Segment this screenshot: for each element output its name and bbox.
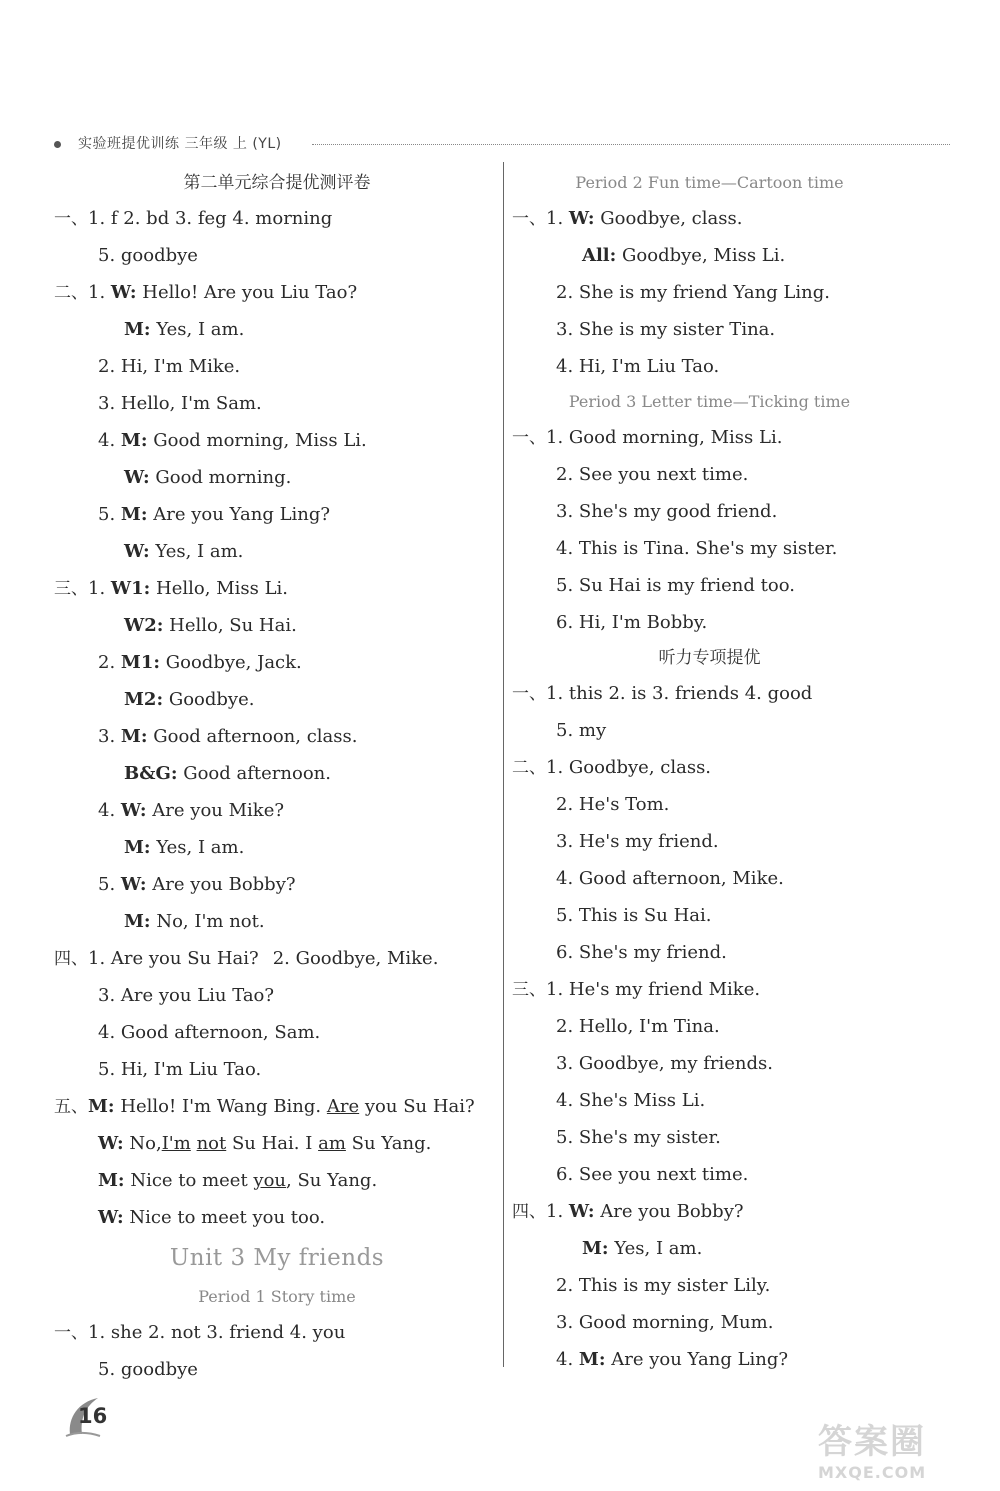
watermark [818, 1414, 988, 1484]
answer-line: 3. She is my sister Tina. [556, 319, 776, 340]
answer-line: 3. She's my good friend. [556, 501, 778, 522]
answer-line: 5. Su Hai is my friend too. [556, 575, 795, 596]
period-title: Period 2 Fun time—Cartoon time [575, 173, 844, 192]
answer-line: 二、1. W: Hello! Are you Liu Tao? [54, 282, 358, 303]
answer-line: 4. M: Good morning, Miss Li. [98, 430, 367, 451]
answer-line: 2. Hi, I'm Mike. [98, 356, 241, 377]
period-title: Period 1 Story time [198, 1287, 356, 1306]
answer-line: 5. M: Are you Yang Ling? [98, 504, 331, 525]
answer-line: 五、M: Hello! I'm Wang Bing. Are you Su Hai? [54, 1096, 475, 1117]
answer-line: W: Good morning. [124, 467, 292, 488]
answer-line: All: Goodbye, Miss Li. [582, 245, 786, 266]
answer-line: 5. She's my sister. [556, 1127, 721, 1148]
period-title: Period 3 Letter time—Ticking time [568, 392, 851, 411]
answer-line: 6. See you next time. [556, 1164, 749, 1185]
answer-line: 3. Hello, I'm Sam. [98, 393, 262, 414]
unit-title: Unit 3 My friends [169, 1245, 385, 1271]
section-title: 第二单元综合提优测评卷 [183, 173, 371, 193]
answer-line: 四、1. W: Are you Bobby? [512, 1201, 744, 1222]
answer-line: M: Nice to meet you, Su Yang. [98, 1170, 378, 1191]
answer-line: 5. goodbye [98, 1359, 198, 1380]
answer-line: 2. She is my friend Yang Ling. [556, 282, 830, 303]
answer-line: 3. Good morning, Mum. [556, 1312, 774, 1333]
answer-line: W: Nice to meet you too. [98, 1207, 326, 1228]
answer-line: 3. M: Good afternoon, class. [98, 726, 358, 747]
answer-line: 一、1. this 2. is 3. friends 4. good [512, 683, 813, 704]
answer-line: 三、1. W1: Hello, Miss Li. [54, 578, 289, 599]
answer-line: 4. This is Tina. She's my sister. [556, 538, 838, 559]
answer-line: 5. Hi, I'm Liu Tao. [98, 1059, 262, 1080]
answer-line: 5. This is Su Hai. [556, 905, 712, 926]
header-rule [312, 144, 950, 145]
watermark-text: 答案圈 [818, 1422, 926, 1462]
book-title: 实验班提优训练 三年级 上 (YL) [78, 136, 282, 152]
answer-line: 一、1. f 2. bd 3. feg 4. morning [54, 208, 333, 229]
answer-line: 一、1. Good morning, Miss Li. [512, 427, 783, 448]
section-title: 听力专项提优 [658, 648, 761, 668]
page-header [54, 132, 950, 156]
column-divider [503, 162, 504, 1367]
answer-line: 2. Hello, I'm Tina. [556, 1016, 720, 1037]
answer-line: B&G: Good afternoon. [124, 763, 331, 784]
answer-line: 二、1. Goodbye, class. [512, 757, 712, 778]
answer-line: 2. M1: Goodbye, Jack. [98, 652, 302, 673]
answer-line: 2. He's Tom. [556, 794, 670, 815]
bullet-dot [54, 141, 61, 148]
answer-line: 4. Hi, I'm Liu Tao. [556, 356, 720, 377]
answer-line: 四、1. Are you Su Hai? 2. Goodbye, Mike. [54, 948, 439, 969]
page-number: 16 [78, 1404, 108, 1428]
answer-line: 4. Good afternoon, Mike. [556, 868, 784, 889]
answer-line: W: No,I'm not Su Hai. I am Su Yang. [98, 1133, 432, 1154]
answer-line: 5. goodbye [98, 245, 198, 266]
answer-line: 3. Are you Liu Tao? [98, 985, 275, 1006]
answer-line: M: Yes, I am. [124, 837, 245, 858]
answer-line: 一、1. she 2. not 3. friend 4. you [54, 1322, 346, 1343]
answer-line: M2: Goodbye. [124, 689, 255, 710]
answer-line: 6. She's my friend. [556, 942, 727, 963]
answer-line: 2. See you next time. [556, 464, 749, 485]
answer-line: 三、1. He's my friend Mike. [512, 979, 761, 1000]
answer-line: 4. Good afternoon, Sam. [98, 1022, 321, 1043]
answer-line: 4. M: Are you Yang Ling? [556, 1349, 789, 1370]
answer-line: 5. W: Are you Bobby? [98, 874, 296, 895]
answer-line: 5. my [556, 720, 607, 741]
answer-line: 3. He's my friend. [556, 831, 719, 852]
left-column [54, 166, 500, 1388]
answer-line: 6. Hi, I'm Bobby. [556, 612, 708, 633]
watermark-url: MXQE.COM [818, 1463, 927, 1482]
answer-line: 4. W: Are you Mike? [98, 800, 284, 821]
answer-line: 4. She's Miss Li. [556, 1090, 706, 1111]
answer-line: M: Yes, I am. [124, 319, 245, 340]
answer-line: 2. This is my sister Lily. [556, 1275, 771, 1296]
answer-line: 3. Goodbye, my friends. [556, 1053, 773, 1074]
answer-line: W2: Hello, Su Hai. [124, 615, 297, 636]
answer-line: 一、1. W: Goodbye, class. [512, 208, 743, 229]
answer-line: M: Yes, I am. [582, 1238, 703, 1259]
right-column [512, 166, 907, 1378]
answer-line: M: No, I'm not. [124, 911, 265, 932]
answer-line: W: Yes, I am. [124, 541, 244, 562]
